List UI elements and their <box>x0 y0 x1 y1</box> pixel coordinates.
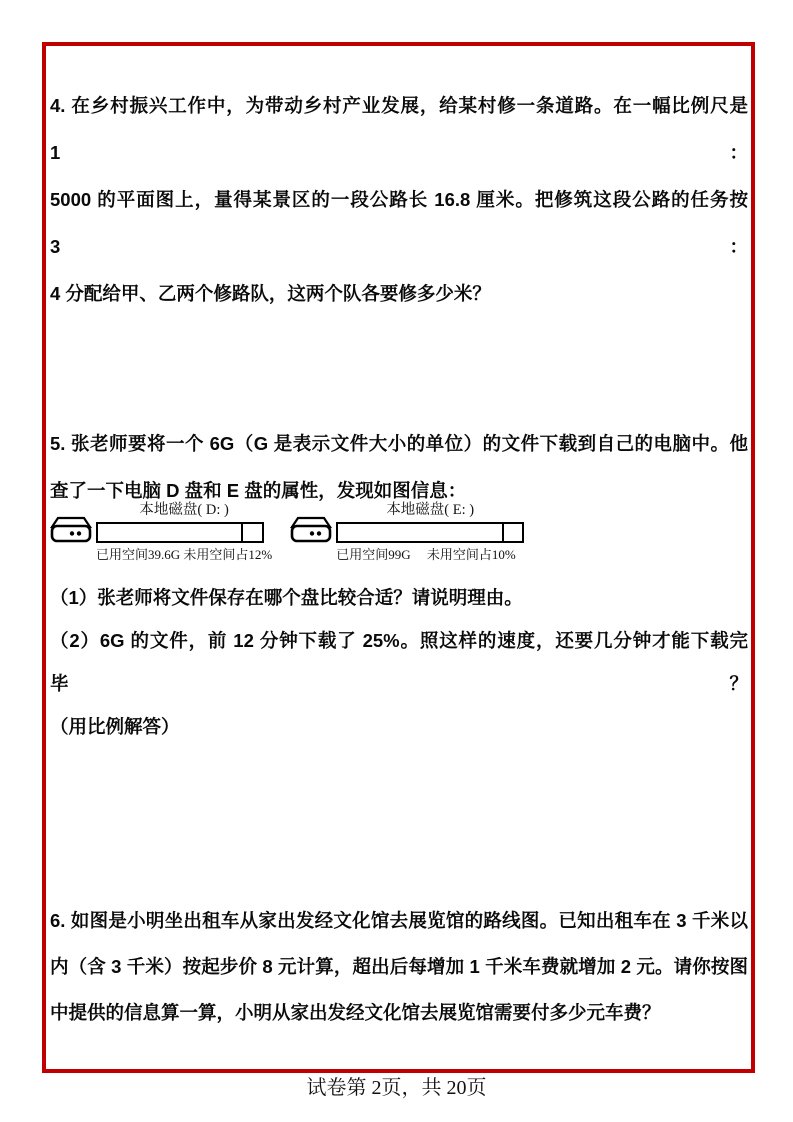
disk-d-usage-divider <box>241 524 243 541</box>
hard-drive-icon <box>290 515 332 545</box>
disk-d-details <box>96 500 272 564</box>
disk-e-usage-bar <box>336 522 524 543</box>
disk-d-caption: 已用空间39.6G 未用空间占12% <box>96 547 273 562</box>
question-5-sub-2-note: （用比例解答） <box>50 716 180 737</box>
disk-d-title: 本地磁盘( D: ) <box>139 502 229 518</box>
question-6-line-2: 内（含 3 千米）按起步价 8 元计算，超出后每增加 1 千米车费就增加 2 元。请你按图 <box>50 956 748 977</box>
disk-d-usage-bar <box>96 522 264 543</box>
disk-figure-e <box>290 500 524 564</box>
question-6 <box>50 898 748 1036</box>
question-5-line-1: 5. 张老师要将一个 6G（G 是表示文件大小的单位）的文件下载到自己的电脑中。他 <box>50 433 748 454</box>
disk-figures <box>50 500 524 564</box>
question-4-line-2: 5000 的平面图上，量得某景区的一段公路长 16.8 厘米。把修筑这段公路的任务按 3： <box>50 189 748 257</box>
hard-drive-icon <box>50 515 92 545</box>
question-6-line-1: 6. 如图是小明坐出租车从家出发经文化馆去展览馆的路线图。已知出租车在 3 千米以 <box>50 910 748 931</box>
question-4-line-3: 4 分配给甲、乙两个修路队，这两个队各要修多少米？ <box>50 283 491 304</box>
question-5-sub-1: （1）张老师将文件保存在哪个盘比较合适？请说明理由。 <box>50 587 523 608</box>
disk-e-usage-divider <box>502 524 504 541</box>
disk-e-caption: 已用空间99G 未用空间占10% <box>336 547 516 562</box>
question-6-line-3: 中提供的信息算一算，小明从家出发经文化馆去展览馆需要付多少元车费？ <box>50 1002 661 1023</box>
disk-e-title: 本地磁盘( E: ) <box>386 502 475 518</box>
question-4 <box>50 82 748 317</box>
question-5-subquestions <box>50 576 748 748</box>
disk-e-details <box>336 500 524 564</box>
page-footer: 试卷第 2页，共 20页 <box>306 1077 487 1099</box>
disk-figure-d <box>50 500 272 564</box>
question-4-line-1: 4. 在乡村振兴工作中，为带动乡村产业发展，给某村修一条道路。在一幅比例尺是 1： <box>50 95 748 163</box>
question-5-sub-2: （2）6G 的文件，前 12 分钟下载了 25%。照这样的速度，还要几分钟才能下载完毕？ <box>50 630 748 694</box>
question-5-line-2: 查了一下电脑 D 盘和 E 盘的属性，发现如图信息： <box>50 480 467 501</box>
